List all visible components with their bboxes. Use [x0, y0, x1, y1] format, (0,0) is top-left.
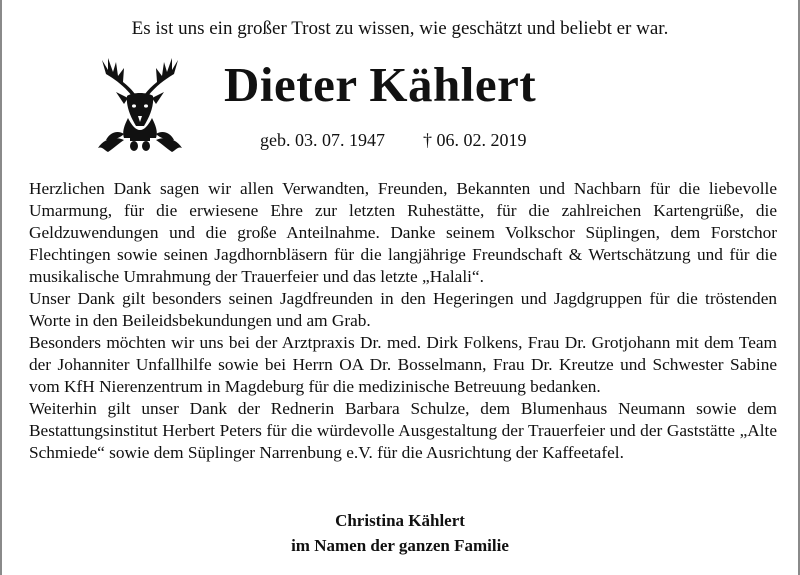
paragraph: Herzlichen Dank sagen wir allen Verwandten, Freunden, Bekannten und Nachbarn für die liebevolle Umarmung, für die erwiesene Ehre zur letzten Ruhestätte, für die zahlreichen Kartengrüße, die Geldzuwendungen und die große Anteilnahme. Danke seinem Volkschor Süplingen, dem Forstchor Flechtingen sowie seinen Jagdhornbläsern für die langjährige Freundschaft & Wertschätzung und für die musikalische Umrahmung der Trauerfeier und das letzte „Halali“.: [29, 179, 777, 286]
deceased-name: Dieter Kählert: [224, 57, 537, 112]
paragraph: Weiterhin gilt unser Dank der Rednerin Barbara Schulze, dem Blumenhaus Neumann sowie dem Bestattungsinstitut Herbert Peters für die würdevolle Ausgestaltung der Trauerfeier und der Gaststätte „Alte Schmiede“ sowie dem Süplinger Narrenbung e.V. für die Ausrichtung der Kaffeetafel.: [29, 399, 777, 462]
birth-date: geb. 03. 07. 1947: [260, 130, 385, 150]
signature-name: Christina Kählert: [335, 511, 465, 530]
thank-you-text: [29, 178, 777, 464]
signature-family: im Namen der ganzen Familie: [291, 536, 509, 555]
life-dates: [260, 130, 527, 151]
deer-head-icon: [94, 52, 186, 156]
header-quote: Es ist uns ein großer Trost zu wissen, wie geschätzt und beliebt er war.: [131, 18, 669, 39]
death-date: † 06. 02. 2019: [423, 130, 527, 150]
signature: [2, 508, 798, 558]
paragraph: Unser Dank gilt besonders seinen Jagdfreunden in den Hegeringen und Jagdgruppen für die tröstenden Worte in den Beileidsbekundungen und am Grab.: [29, 289, 777, 330]
paragraph: Besonders möchten wir uns bei der Arztpraxis Dr. med. Dirk Folkens, Frau Dr. Grotjohann mit dem Team der Johanniter Unfallhilfe sowie bei Herrn OA Dr. Bosselmann, Frau Dr. Kreutze und Schwester Sabine vom KfH Nierenzentrum in Magdeburg für die medizinische Betreuung bedanken.: [29, 333, 777, 396]
